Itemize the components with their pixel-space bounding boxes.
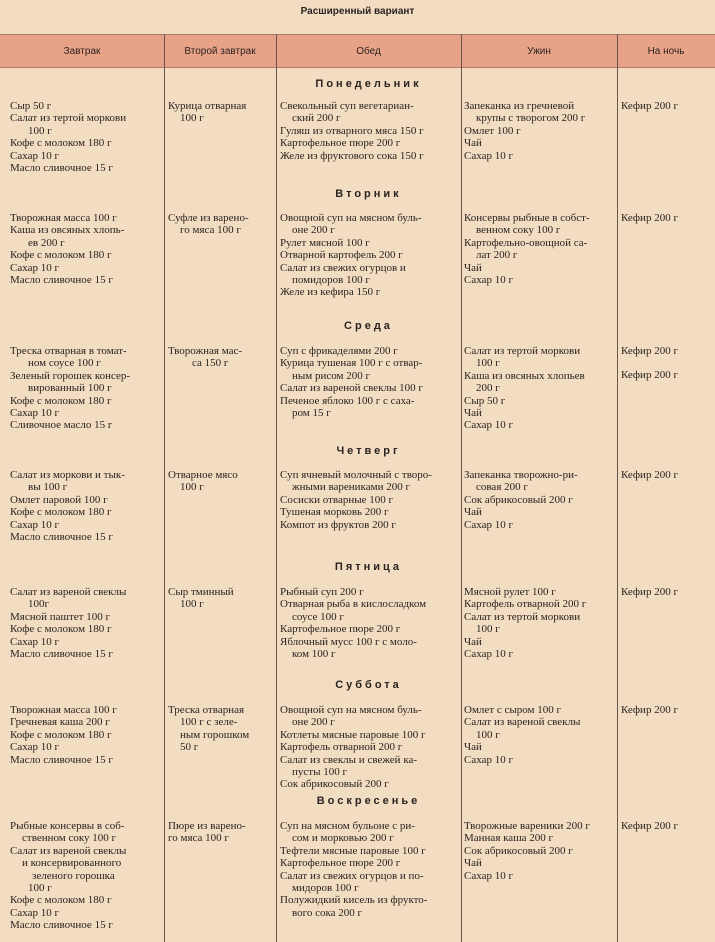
menu-line: Картофель отварной 200 г [464, 598, 587, 611]
menu-line: 100 г с зеле- [180, 716, 238, 729]
menu-line: Мясной рулет 100 г [464, 586, 556, 598]
menu-line: Кефир 200 г [621, 212, 678, 224]
breakfast-cell [10, 100, 160, 174]
menu-line: Тушеная морковь 200 г [280, 506, 389, 519]
menu-line: Салат из свежих огурцов и [280, 261, 406, 274]
menu-line: Сахар 10 г [10, 407, 59, 420]
menu-line: Суп ячневый молочный с творо- [280, 469, 432, 481]
menu-line: Салат из моркови и тык- [10, 469, 125, 481]
menu-line: Сахар 10 г [10, 635, 59, 648]
breakfast-cell [10, 820, 160, 932]
menu-line: Манная каша 200 г [464, 832, 554, 845]
menu-line: пусты 100 г [292, 766, 347, 779]
menu-line: Кефир 200 г [621, 345, 678, 357]
menu-line: го мяса 100 г [168, 832, 229, 845]
menu-line: Треска отварная в томат- [10, 345, 127, 357]
menu-line: Кефир 200 г [621, 586, 678, 598]
menu-line: Овощной суп на мясном буль- [280, 704, 422, 716]
menu-line: Кофе с молоком 180 г [10, 506, 112, 519]
header-breakfast: Завтрак [63, 45, 101, 57]
header-second-breakfast: Второй завтрак [184, 45, 256, 57]
menu-line: Сахар 10 г [10, 149, 59, 162]
menu-line: Суп с фрикаделями 200 г [280, 345, 398, 357]
menu-line: вированный 100 г [28, 382, 112, 395]
menu-line: Сахар 10 г [10, 261, 59, 274]
menu-line: Кофе с молоком 180 г [10, 623, 112, 636]
menu-line: Сок абрикосовый 200 г [464, 493, 573, 506]
menu-line: Сахар 10 г [464, 149, 513, 162]
menu-line: Омлет паровой 100 г [10, 493, 108, 506]
menu-line: Салат из тертой моркови [464, 610, 581, 623]
menu-line: Отварная рыба в кислосладком [280, 598, 427, 611]
menu-line: Творожная масса 100 г [10, 212, 117, 224]
menu-line: Масло сливочное 15 г [10, 753, 113, 766]
menu-line: Сахар 10 г [10, 741, 59, 754]
menu-line: Кефир 200 г [621, 100, 678, 112]
menu-line: Масло сливочное 15 г [10, 162, 113, 175]
menu-line: Кофе с молоком 180 г [10, 249, 112, 262]
night-cell [621, 100, 711, 112]
breakfast-cell [10, 704, 160, 766]
lunch-cell [280, 586, 458, 660]
menu-line: соусе 100 г [292, 610, 344, 623]
menu-line: Сыр 50 г [464, 394, 506, 407]
menu-line: 50 г [180, 741, 199, 754]
menu-line: 200 г [476, 382, 500, 395]
dinner-cell [464, 100, 614, 162]
day-title: Понедельник [315, 78, 422, 90]
dinner-cell [464, 469, 614, 531]
menu-line: Сыр 50 г [10, 100, 52, 112]
night-cell [621, 704, 711, 716]
menu-line: Курица отварная [168, 100, 247, 112]
dinner-cell [464, 345, 614, 432]
menu-line: Чай [464, 741, 482, 754]
menu-line: Салат из тертой моркови [464, 345, 581, 357]
lunch-cell [280, 100, 458, 162]
day-title: Пятница [334, 561, 403, 573]
menu-line: Сахар 10 г [10, 518, 59, 531]
menu-line: Гречневая каша 200 г [10, 716, 110, 729]
menu-line: Овощной суп на мясном буль- [280, 212, 422, 224]
menu-line: Рыбные консервы в соб- [10, 820, 125, 832]
menu-line: Чай [464, 137, 482, 150]
menu-line: оне 200 г [292, 716, 335, 729]
menu-line: вы 100 г [28, 481, 68, 494]
menu-line: Запеканка из гречневой [464, 100, 575, 112]
menu-line: лат 200 г [476, 249, 518, 262]
menu-line: ным горошком [180, 728, 250, 741]
menu-line: Масло сливочное 15 г [10, 274, 113, 287]
menu-line: Компот из фруктов 200 г [280, 518, 396, 531]
menu-line: Желе из кефира 150 г [280, 286, 381, 299]
menu-line: Отварной картофель 200 г [280, 249, 403, 262]
second-breakfast-cell [168, 100, 272, 125]
column-divider [461, 34, 462, 942]
menu-line: 100 г [28, 124, 52, 137]
menu-line: ком 100 г [292, 648, 336, 661]
menu-line: 100 г [180, 112, 204, 125]
night-cell [621, 212, 711, 224]
menu-line: Чай [464, 407, 482, 420]
menu-line: 100 г [476, 728, 500, 741]
menu-line: Курица тушеная 100 г с отвар- [280, 357, 423, 370]
menu-line: Сок абрикосовый 200 г [280, 778, 389, 791]
menu-line: и консервированного [22, 857, 122, 870]
menu-line: го мяса 100 г [180, 224, 241, 237]
header-dinner: Ужин [527, 45, 551, 57]
menu-line: Кофе с молоком 180 г [10, 728, 112, 741]
menu-line: Кефир 200 г [621, 704, 678, 716]
breakfast-cell [10, 469, 160, 543]
menu-line: ном соусе 100 г [28, 357, 101, 370]
menu-line: Кофе с молоком 180 г [10, 137, 112, 150]
menu-line: Гуляш из отварного мяса 150 г [280, 124, 424, 137]
menu-line: Салат из вареной свеклы [10, 844, 127, 857]
menu-line: Масло сливочное 15 г [10, 648, 113, 661]
menu-line: Сахар 10 г [464, 518, 513, 531]
menu-line: Картофельное пюре 200 г [280, 857, 401, 870]
menu-line: мидоров 100 г [292, 882, 359, 895]
menu-line: Салат из вареной свеклы [464, 716, 581, 729]
day-title: Суббота [335, 679, 402, 691]
menu-line: Салат из свежих огурцов и по- [280, 869, 424, 882]
menu-line: Свекольный суп вегетариан- [280, 100, 414, 112]
column-divider [617, 34, 618, 942]
lunch-cell [280, 469, 458, 531]
menu-line: Картофельно-овощной са- [464, 236, 588, 249]
menu-line: жными варениками 200 г [292, 481, 410, 494]
day-title: Четверг [336, 445, 401, 457]
menu-line: Кефир 200 г [621, 469, 678, 481]
breakfast-cell [10, 586, 160, 660]
menu-line: Омлет 100 г [464, 124, 521, 137]
menu-line: Суфле из варено- [168, 212, 249, 224]
menu-line: Кефир 200 г [621, 820, 678, 832]
second-breakfast-cell [168, 586, 272, 611]
menu-line: Салат из свеклы и свежей ка- [280, 753, 418, 766]
menu-line: Сыр тминный [168, 586, 234, 598]
menu-line: Салат из вареной свеклы 100 г [280, 382, 423, 395]
menu-line: Тефтели мясные паровые 100 г [280, 844, 426, 857]
menu-line: ром 15 г [292, 407, 331, 420]
night-cell [621, 345, 711, 382]
menu-line: Сосиски отварные 100 г [280, 493, 394, 506]
lunch-cell [280, 212, 458, 299]
page-title: Расширенный вариант [300, 6, 415, 17]
breakfast-cell [10, 345, 160, 432]
menu-line: Картофель отварной 200 г [280, 741, 403, 754]
menu-line: Котлеты мясные паровые 100 г [280, 728, 426, 741]
dinner-cell [464, 820, 614, 882]
menu-line: совая 200 г [476, 481, 528, 494]
menu-line: ев 200 г [28, 236, 65, 249]
menu-line: 100 г [28, 882, 52, 895]
menu-line: Полужидкий кисель из фрукто- [280, 894, 428, 907]
menu-line: 100 г [180, 481, 204, 494]
menu-line: 100 г [180, 598, 204, 611]
menu-line: ственном соку 100 г [22, 832, 117, 845]
menu-line: Каша из овсяных хлопьев [464, 369, 585, 382]
day-title: Среда [344, 320, 393, 332]
menu-line: Мясной паштет 100 г [10, 610, 110, 623]
header-lunch: Обед [356, 45, 381, 57]
menu-line: помидоров 100 г [292, 274, 370, 287]
menu-line: Суп на мясном бульоне с ри- [280, 820, 415, 832]
menu-line: ский 200 г [292, 112, 341, 125]
menu-line: Салат из тертой моркови [10, 112, 127, 125]
menu-line: Картофельное пюре 200 г [280, 623, 401, 636]
menu-line: Сахар 10 г [464, 274, 513, 287]
menu-line: Зеленый горошек консер- [10, 369, 131, 382]
second-breakfast-cell [168, 704, 272, 754]
menu-line: Кофе с молоком 180 г [10, 394, 112, 407]
menu-line: Салат из вареной свеклы [10, 586, 127, 598]
menu-line: Пюре из варено- [168, 820, 246, 832]
second-breakfast-cell [168, 469, 272, 494]
menu-line: Рулет мясной 100 г [280, 236, 370, 249]
menu-line: Творожная масса 100 г [10, 704, 117, 716]
menu-line: Масло сливочное 15 г [10, 919, 113, 932]
menu-line: ным рисом 200 г [292, 369, 371, 382]
menu-line: Творожная мас- [168, 345, 243, 357]
menu-line: Треска отварная [168, 704, 245, 716]
dinner-cell [464, 586, 614, 660]
menu-line: крупы с творогом 200 г [476, 112, 586, 125]
second-breakfast-cell [168, 345, 272, 370]
menu-line: Чай [464, 261, 482, 274]
menu-line: венном соку 100 г [476, 224, 561, 237]
menu-line: Сахар 10 г [464, 419, 513, 432]
menu-line: Яблочный мусс 100 г с моло- [280, 635, 417, 648]
header-night: На ночь [647, 45, 685, 57]
menu-line: Сахар 10 г [464, 648, 513, 661]
dinner-cell [464, 212, 614, 286]
night-cell [621, 469, 711, 481]
menu-line: Кефир 200 г [621, 369, 678, 382]
menu-line: Чай [464, 857, 482, 870]
second-breakfast-cell [168, 820, 272, 845]
menu-line: Омлет с сыром 100 г [464, 704, 562, 716]
dinner-cell [464, 704, 614, 766]
menu-line: Запеканка творожно-ри- [464, 469, 578, 481]
night-cell [621, 820, 711, 832]
menu-line: Печеное яблоко 100 г с саха- [280, 394, 415, 407]
menu-line: Кофе с молоком 180 г [10, 894, 112, 907]
menu-line: 100 г [476, 623, 500, 636]
day-title: Вторник [335, 188, 402, 200]
menu-line: Желе из фруктового сока 150 г [280, 149, 424, 162]
menu-line: Сок абрикосовый 200 г [464, 844, 573, 857]
column-divider [164, 34, 165, 942]
second-breakfast-cell [168, 212, 272, 237]
menu-line: Сахар 10 г [464, 869, 513, 882]
menu-line: Чай [464, 506, 482, 519]
menu-line: Сахар 10 г [464, 753, 513, 766]
menu-line: Каша из овсяных хлопь- [10, 224, 125, 237]
menu-line: Картофельное пюре 200 г [280, 137, 401, 150]
menu-line: зеленого горошка [32, 869, 115, 882]
menu-line: вого сока 200 г [292, 906, 363, 919]
lunch-cell [280, 345, 458, 419]
menu-line: сом и морковью 200 г [292, 832, 394, 845]
menu-line: Масло сливочное 15 г [10, 531, 113, 544]
menu-line: са 150 г [192, 357, 229, 370]
table-header [0, 34, 715, 68]
menu-line: Консервы рыбные в собст- [464, 212, 590, 224]
menu-line: Чай [464, 635, 482, 648]
day-title: Воскресенье [316, 795, 421, 807]
menu-line: Рыбный суп 200 г [280, 586, 364, 598]
menu-line: Творожные вареники 200 г [464, 820, 590, 832]
night-cell [621, 586, 711, 598]
lunch-cell [280, 704, 458, 791]
menu-line: Отварное мясо [168, 469, 238, 481]
menu-line: Сливочное масло 15 г [10, 419, 113, 432]
breakfast-cell [10, 212, 160, 286]
menu-line: Сахар 10 г [10, 906, 59, 919]
menu-line: оне 200 г [292, 224, 335, 237]
lunch-cell [280, 820, 458, 919]
menu-line: 100г [28, 598, 50, 611]
menu-line: 100 г [476, 357, 500, 370]
